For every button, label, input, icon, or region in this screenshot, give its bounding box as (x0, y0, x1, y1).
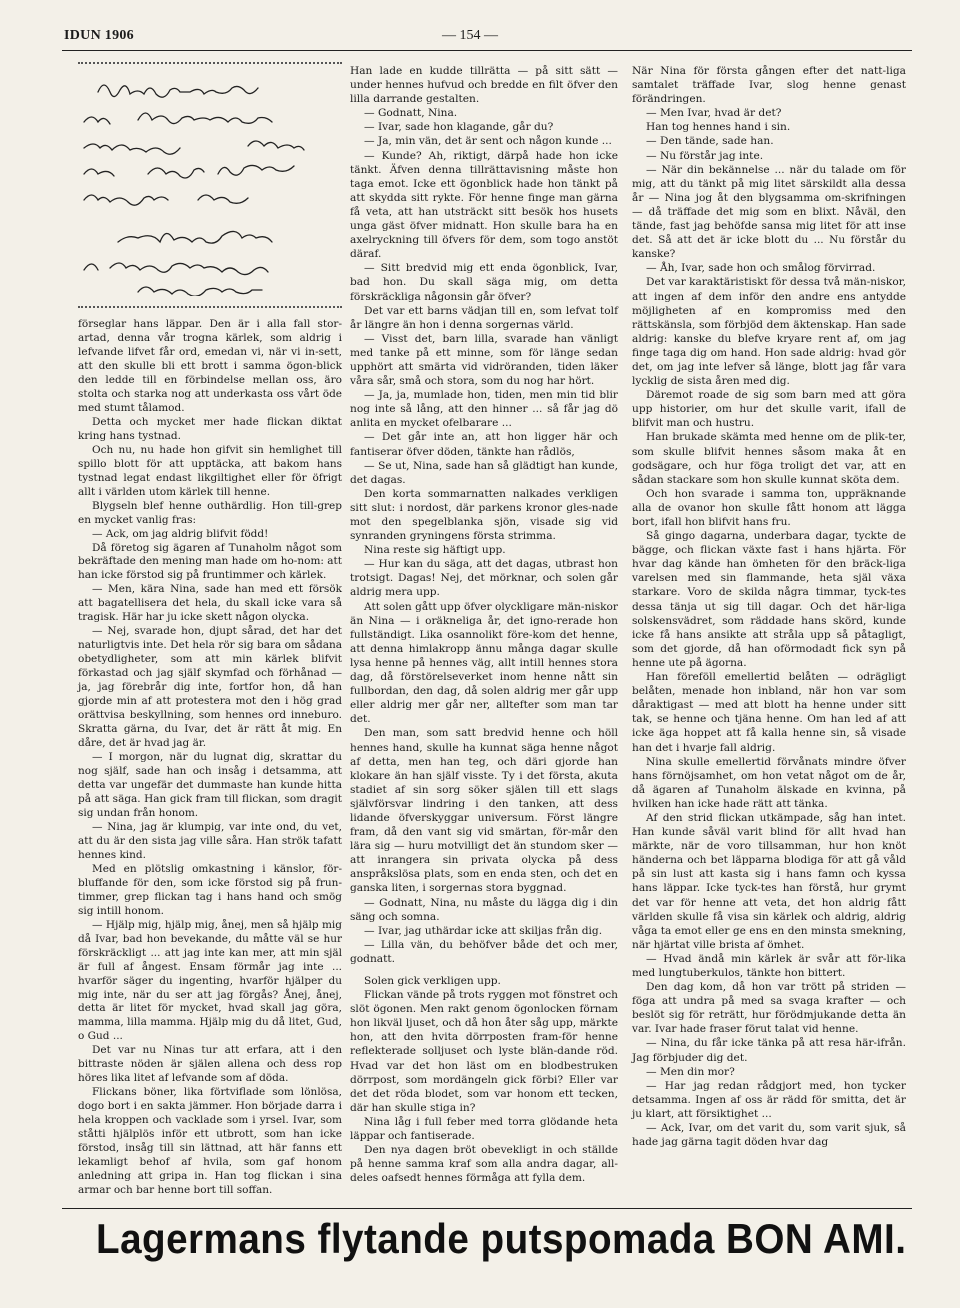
paragraph: — Har jag redan rådgjort med, hon tycker detsamma. Ingen af oss är rädd för smitta, det är ju klart, att försiktighet ... (632, 1079, 906, 1120)
paragraph: — Men din mor? (646, 1065, 735, 1078)
paragraph: — Lilla vän, du behöfver både det och mer, godnatt. (350, 938, 618, 965)
paragraph: — Ivar, sade hon klagande, går du? (364, 121, 554, 134)
paragraph: Flickans böner, lika förtviflade som lönlösa, dogo bort i en sakta jämmer. Hon började darra i hela kroppen och vacklade som i yrsel. Ivar, som ståtti hjälplös inför ett utbrott, som han icke förstod, insåg till sin lättnad, att här fanns ett lekamligt behof af hvila, som gaf honom anledning att gripa in. Han tog flickan i sina armar och bar henne bort till soffan. (78, 1086, 342, 1197)
paragraph: förseglar hans läppar. Den är i alla fall stor-artad, denna vår trogna kärlek, som aldrig i lefvande lifvet får ord, emedan vi, när vi in-sett, att den skulle bli ett brott i samma ögon-blick den ledde till en förbindelse mellan oss, äro stolta och starka nog att underkasta oss vårt öde med stumt tålamod. (78, 318, 342, 414)
paragraph: Han brukade skämta med henne om de plik-ter, som skulle blifvit hennes såsom maka åt en godsägare, och hur föga troligt det var, att en sådan stackare som hon skulle kunnat sköta dem. (632, 431, 906, 486)
page-header (62, 24, 912, 51)
paragraph: — Hur kan du säga, att det dagas, utbrast hon trotsigt. Dagas! Nej, det mörknar, och solen går aldrig mera upp. (350, 558, 618, 599)
newspaper-page (62, 24, 912, 1294)
paragraph: — Åh, Ivar, sade hon och smålog förvirrad. (646, 262, 876, 275)
paragraph: Solen gick verkligen upp. (364, 975, 501, 987)
text-column-3 (632, 64, 906, 1149)
text-column-2 (350, 64, 618, 1185)
handwritten-signature-block (78, 70, 342, 298)
paragraph: — Hjälp mig, hjälp mig, ånej, men så hjälp mig då Ivar, bad hon bevekande, du måtte väl se hur förskräckligt ... att jag inte kan mer, att min själ är full af ångest. Ensam förmår jag inte ... hvarför säger du ingenting, hvarför hjälper du mig inte, när du ser att jag förgås? Ånej, ånej, detta är litet för mycket, hvad skall jag göra, mamma, lilla mamma. Hjälp mig du då litet, Gud, o Gud ... (78, 918, 342, 1043)
paragraph: — Nina, du får icke tänka på att resa här-ifrån. Jag förbjuder dig det. (632, 1037, 906, 1064)
paragraph: Däremot roade de sig som barn med att göra upp historier, om hur det skulle varit, ifall de blifvit man och hustru. (632, 389, 906, 430)
paragraph: — Ivar, jag uthärdar icke att skiljas från dig. (364, 924, 603, 937)
paragraph: Det var karaktäristiskt för dessa två män-niskor, att ingen af dem inför den andre ens antydde möjligheten af en kompromiss med den rättskänsla, som förbjöd dem äktenskap. Han sade aldrig: kanske du blefve kryare rent af, om jag finge taga dig om hand. Hon sade aldrig: hvad gör det, om jag inte lefver så länge, blott jag får vara lycklig de sista åren med dig. (632, 276, 906, 388)
paragraph: Den dag kom, då hon var trött på striden — föga att undra på med sa svaga krafter — och beslöt sig för reträtt, hur förödmjukande detta än var. Ivar hade fraser förut talat vid henne. (632, 981, 906, 1036)
paragraph: Han tog hennes hand i sin. (646, 121, 791, 134)
paragraph: Han lade en kudde tillrätta — på sitt sätt — under hennes hufvud och bredde en filt öfver den lilla darrande gestalten. (350, 65, 618, 106)
paragraph: — I morgon, när du lugnat dig, skrattar du nog själf, sade han och insåg i detsamma, att detta var ungefär det dummaste han kunde hitta på att säga. Han gick fram till flickan, som dragit sig undan från honom. (78, 751, 342, 819)
paragraph: — Se ut, Nina, sade han så glädtigt han kunde, det dagas. (350, 459, 618, 486)
dotted-rule-top (78, 62, 342, 64)
paragraph: Det var nu Ninas tur att erfara, att i den bittraste nöden är själen allena och dess rop höres lika litet af lefvande som af döda. (78, 1044, 342, 1085)
paragraph: Nina reste sig häftigt upp. (364, 544, 506, 557)
page-number: — 154 — (442, 28, 498, 43)
paragraph: Han föreföll emellertid belåten — odrägligt belåten, menade hon inbland, när hon var som dåraktigast — med att blott ha henne under sitt tak, se henne och tjäna henne. Om han led af att icke äga hoppet att få kalla henne sin, så visade han det i hvarje fall aldrig. (632, 671, 906, 754)
paragraph: Detta och mycket mer hade flickan diktat kring hans tystnad. (78, 415, 342, 442)
paragraph: Då företog sig ägaren af Tunaholm något som bekräftade den mening man hade om ho-nom: att han icke förstod sig på fruntimmer och kärlek. (78, 541, 342, 582)
paragraph: — Kunde? Ah, riktigt, därpå hade hon icke tänkt. Äfven denna tillrättavisning måste hon taga emot. Icke ett ögonblick hade hon tänkt på att skydda sitt rykte. För henne finge man gärna få veta, att han utsträckt sitt besök hos husets unga gäst öfver midnatt. Hon skulle bara ha en axelryckning till öfvers för dem, som togo anstöt däraf. (350, 149, 618, 261)
paragraph: Med en plötslig omkastning i känslor, för-bluffande för den, som icke förstod sig på frun-timmer, grep flickan tag i hans hand och smög sig intill honom. (78, 862, 342, 917)
paragraph: — Men Ivar, hvad är det? (646, 107, 782, 120)
dotted-rule-bottom (78, 306, 342, 308)
paragraph: Så gingo dagarna, underbara dagar, tyckte de bägge, och flickan växte fast i hans hjärta. För hvar dag kände han ömheten för den bräck-liga varelsen med sin flammande, heta själ växa starkare. Voro de skilda några timmar, tyck-tes dessa tänja ut sig till dagar. Och det här-liga solskensvädret, som räddade hans skörd, kunde icke få hans ansikte att stråla upp så påtagligt, som det gjorde, då han oförmodadt fick syn på henne ute på ägorna. (632, 530, 906, 669)
handwriting-drawing (78, 70, 342, 296)
publication-title: IDUN 1906 (64, 28, 134, 43)
paragraph: — Ja, ja, mumlade hon, tiden, men min tid blir nog inte så lång, att den hinner ... så får jag dö anlita en mycket ofelbarare ... (350, 389, 618, 430)
paragraph: — Sitt bredvid mig ett enda ögonblick, Ivar, bad hon. Du skall säga mig, om detta förskräckliga någonsin går öfver? (350, 262, 618, 303)
paragraph: — Ack, Ivar, om det varit du, som varit sjuk, så hade jag gärna tagit döden hvar dag (632, 1122, 906, 1149)
paragraph: — Men, kära Nina, sade han med ett försök att bagatellisera det hela, du skall icke vara så tragisk. Här har ju icke skett någon olycka. (78, 583, 342, 624)
paragraph: — Nina, jag är klumpig, var inte ond, du vet, att du är den sista jag ville såra. Han strök tafatt hennes kind. (78, 820, 342, 861)
paragraph: Den korta sommarnatten nalkades verkligen sitt slut: i nordost, där parkens kronor gles-nade mot den spegelblanka sjön, visade sig vid synranden gryningens första strimma. (350, 487, 618, 543)
paragraph: — När din bekännelse ... när du talade om för mig, att du tänkt på mig litet särskildt alla dessa år — Nina jog åt den blygsamma om-skrifningen — då träffade det mig som en blixt. Nåväl, den tände, fast jag behöfde sansa mig litet för att inse det. Så att det är icke blott du ... Nu förstår du kanske? (632, 163, 906, 261)
paragraph: — Ja, min vän, det är sent och någon kunde ... (364, 135, 612, 148)
paragraph: — Godnatt, Nina. (364, 107, 458, 120)
paragraph: Blygseln blef henne outhärdlig. Hon till-grep en mycket vanlig fras: (78, 499, 342, 526)
paragraph: När Nina för första gången efter det natt-liga samtalet träffade Ivar, slog henne genast förändringen. (632, 65, 906, 106)
paragraph: — Godnatt, Nina, nu måste du lägga dig i din säng och somna. (350, 896, 618, 923)
paragraph: — Nej, svarade hon, djupt sårad, det har det naturligtvis inte. Det hela rör sig bara om sådana obetydligheter, som att min kärlek blifvit förkastad och jag själf skymfad och förhånad — ja, jag förebrår dig inte, fortfor hon, då han gjorde min af att protestera mot den i hög grad orättvisa beskyllning, som hennes ord inneburo. Skratta gärna, du Ivar, det är rätt åt mig. En dåre, det är hvad jag är. (78, 625, 342, 750)
text-column-1 (78, 62, 342, 1198)
paragraph: — Visst det, barn lilla, svarade han vänligt med tanke på ett minne, som för länge sedan upphört att smärta vid vidröranden, tiden läker våra sår, små och stora, som du nog har hört. (350, 332, 618, 388)
paragraph: — Den tände, sade han. (646, 135, 774, 148)
paragraph: — Det går inte an, att hon ligger här och fantiserar öfver döden, tänkte han rådlös, (350, 431, 618, 458)
advertisement-text: Lagermans flytande putspomada BON AMI. (96, 1215, 907, 1262)
paragraph: Det var ett barns vädjan till en, som lefvat tolf år längre än hon i denna sorgernas värld. (350, 304, 618, 331)
paragraph: — Nu förstår jag inte. (646, 149, 764, 162)
paragraph: Nina skulle emellertid förvånats mindre öfver hans förnöjsamhet, om hon vetat något om de år, då ägaren af Tunaholm älskade en kvinna, på hvilken han icke hade rätt att tänka. (632, 755, 906, 810)
paragraph: — Hvad ändå min kärlek är svår att för-lika med lungtuberkulos, tänkte hon bittert. (632, 952, 906, 979)
paragraph: Flickan vände på trots ryggen mot fönstret och slöt ögonen. Men rakt genom ögonlocken förnam hon likväl ljuset, och då hon åter såg upp, märkte hon, att den hvita dörrposten fram-för henne reflekterade solljuset och lyste blän-dande röd. Hvad var det hon läst om en blodbestruken dörrpost, som mordängeln gick förbi? Eller var det det röda blodet, som var honom ett tecken, där han skulle stiga in? (350, 989, 618, 1114)
paragraph: Af den strid flickan utkämpade, såg han intet. Han kunde såväl varit blind för allt hvad han märkte, när de voro tillsamman, hur hon knöt händerna och bet läpparna blodiga för att gå våld på sin lust att kasta sig i hans famn och kyssa hans läppar. Icke tyck-tes han förstå, hur grymt det var för henne att veta, det hon aldrig fått världen skulle få visa sin kärlek och aldrig, aldrig våga ta emot eller ge ens en den minsta smekning, när hjärtat ville brista af ömhet. (632, 811, 906, 951)
paragraph: Att solen gått upp öfver olyckligare män-niskor än Nina — i oräkneliga år, det igno-rerade hon fullständigt. Lika osannolikt före-kom det henne, att denna himlakropp ännu många dagar skulle lysa henne på hennes väg, allt intill hennes stora dag, då förstörelseverket inom henne nått sin fullbordan, den dag, då solen aldrig mer går upp eller aldrig mer går ner, alltefter som man tar det. (350, 600, 618, 726)
paragraph: Och hon svarade i samma ton, uppräknande alla de ovanor hon skulle fått honom att lägga bort, ifall hon blifvit hans fru. (632, 487, 906, 528)
paragraph: Den man, som satt bredvid henne och höll hennes hand, skulle ha kunnat säga henne något af detta, men han teg, och däri gjorde han klokare än han själf visste. Ty i det första, akuta stadiet af sin sorg söker själen till ett slags självförsvar lindring i den tanken, att dess lidande öfverskyggar universum. Först längre fram, då den vant sig vid smärtan, för-mår den lära sig — huru motvilligt det än stundom sker — att inrangera sin privata olycka på dess anspråkslösa plats, som en enda sten, och det en ganska liten, i sorgernas stora byggnad. (350, 727, 618, 895)
advertisement-banner (62, 1208, 912, 1269)
paragraph: Den nya dagen bröt obevekligt in och ställde på henne samma kraf som alla andra dagar, all-deles oafsedt hennes förmåga att fylla dem. (350, 1144, 618, 1185)
paragraph: Nina låg i full feber med torra glödande heta läppar och fantiserade. (350, 1115, 618, 1143)
paragraph: Och nu, nu hade hon gifvit sin hemlighet till spillo blott för att upptäcka, att bakom hans tystnad legat endast likgiltighet eller för öfrigt allt i världen utom kärlek till henne. (78, 443, 342, 498)
paragraph: — Ack, om jag aldrig blifvit född! (92, 527, 269, 540)
